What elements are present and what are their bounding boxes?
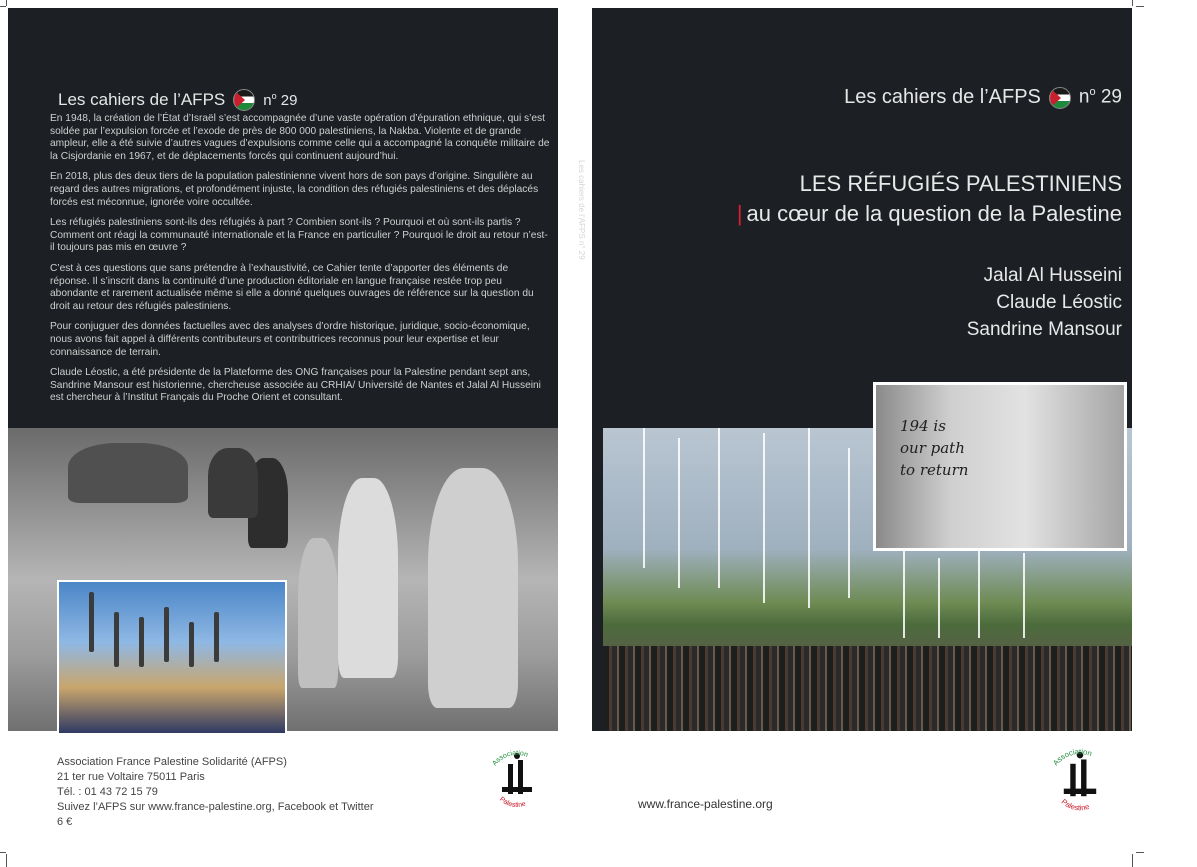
title-line: LES RÉFUGIÉS PALESTINIENS <box>799 171 1122 196</box>
palestine-flag-icon <box>233 89 255 111</box>
afps-logo <box>480 742 554 816</box>
svg-text:Palestine: Palestine <box>498 795 527 810</box>
blurb-paragraph: Claude Léostic, a été présidente de la Plateforme des ONG françaises pour la Palestine pendant sept ans, Sandrine Mansour est historienne, chercheuse associée au CRHIA/ Université de Nantes et Jalal Al Husseini est chercheur à l’Institut Français du Proche Orient et consultant. <box>50 367 541 404</box>
book-title <box>737 169 1122 229</box>
svg-text:Palestine: Palestine <box>1059 797 1091 813</box>
blurb-paragraph: C’est à ces questions que sans prétendre à l’exhaustivité, ce Cahier tente d’apporter des éléments de réponse. Il s’inscrit dans la continuité d’une production éditoriale en langue française restée trop peu abondante et rarement actualisée même si elle a donné quelques ouvrages de référence sur la question du droit au retour des réfugiés palestiniens. <box>50 262 534 312</box>
title-accent-bar: | <box>736 201 743 226</box>
author-name: Jalal Al Husseini <box>983 265 1122 286</box>
crop-mark <box>1132 854 1133 867</box>
address-line: Suivez l’AFPS sur www.france-palestine.org, Facebook et Twitter <box>57 801 374 813</box>
crop-mark <box>0 852 6 853</box>
front-series-label <box>844 86 1122 109</box>
back-series-label <box>58 89 297 111</box>
series-number: $n^o$ 29 <box>1078 86 1122 108</box>
afps-logo <box>1040 740 1120 820</box>
crop-mark <box>1136 6 1144 7</box>
crop-mark <box>6 854 7 867</box>
crop-mark <box>6 0 7 6</box>
blurb-paragraph: En 2018, plus des deux tiers de la population palestinienne vivent hors de son pays d’origine. Singulière au regard des autres migrations, et profondément injuste, la condition des réfugiés palestiniens et des déplacés forcés est méconnue, ignorée voire occultée. <box>50 171 539 208</box>
palestine-flag-icon <box>1049 87 1071 109</box>
return-graffiti-wall-photo <box>873 382 1127 551</box>
series-title: Les cahiers de l’AFPS <box>844 86 1041 108</box>
crop-mark <box>1136 852 1144 853</box>
website-url: www.france-palestine.org <box>638 797 773 811</box>
blurb-paragraph: Pour conjuguer des données factuelles avec des analyses d’ordre historique, juridique, socio-économique, nous avons fait appel à différents contributeurs et contributrices reconnus pour leur expertise et leur connaissance de terrain. <box>50 321 530 358</box>
address-line: Tél. : 01 43 72 15 79 <box>57 786 158 798</box>
spine-label: Les cahiers de l’AFPS n° 29 <box>577 160 586 260</box>
graffiti-text: 194 is our path to return <box>900 417 969 479</box>
series-number: $n^o$ 29 <box>263 91 298 109</box>
author-name: Claude Léostic <box>996 292 1122 313</box>
author-name: Sandrine Mansour <box>966 319 1122 340</box>
author-list <box>967 262 1122 343</box>
subtitle-line: | au cœur de la question de la Palestine <box>736 201 1122 226</box>
svg-text:Association: Association <box>491 749 529 768</box>
blurb-paragraph: En 1948, la création de l’État d’Israël s’est accompagnée d’une vaste opération d’épuration ethnique, qui s’est soldée par l’expulsion forcée et l’exode de près de 800 000 palestiniens, la Nakba. Violente et de grande ampleur, elle a été suivie d’autres vagues d’expulsions comme celle qui a accompagné la conquête militaire de la Cisjordanie en 1967, et de déplacements forcés qui continuent aujourd’hui. <box>50 113 550 162</box>
address-line: 21 ter rue Voltaire 75011 Paris <box>57 771 205 783</box>
publisher-address <box>57 755 374 830</box>
crop-mark <box>1132 0 1133 6</box>
svg-text:Association: Association <box>1051 747 1094 768</box>
address-line: Association France Palestine Solidarité (AFPS) <box>57 756 287 768</box>
crop-mark <box>0 6 6 7</box>
series-title: Les cahiers de l’AFPS <box>58 90 226 109</box>
blurb-paragraph: Les réfugiés palestiniens sont-ils des réfugiés à part ? Combien sont-ils ? Pourquoi et où sont-ils partis ? Comment ont réagi la communauté internationale et la France en particulier ? Pourquoi le droit au retour n’est-il toujours pas mis en œuvre ? <box>50 217 548 254</box>
price: 6 € <box>57 816 73 828</box>
back-blurb <box>50 113 550 413</box>
children-keys-photo <box>57 580 287 735</box>
